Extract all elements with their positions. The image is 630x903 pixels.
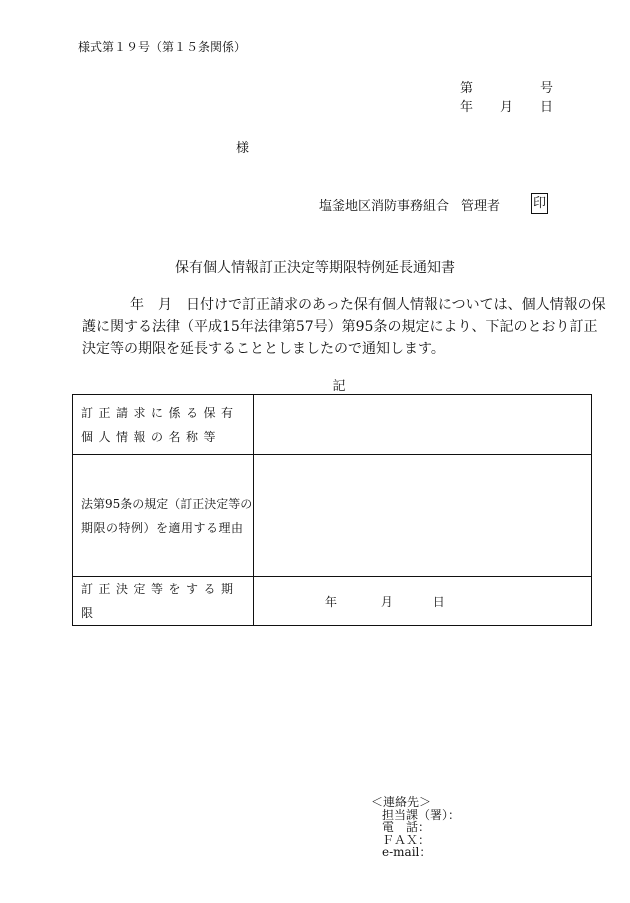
deadline-year: 年: [325, 594, 338, 609]
date-month-label: 月: [500, 100, 514, 115]
row2-label: [73, 455, 254, 577]
contact-email: e-mail：: [382, 845, 432, 859]
row3-label: [73, 577, 254, 626]
row1-label: [73, 395, 254, 455]
contact-phone: 電 話：: [382, 820, 431, 834]
row2-value: [254, 455, 592, 577]
form-number: 様式第１９号（第１５条関係）: [78, 40, 247, 54]
deadline-month: 月: [380, 594, 393, 609]
row2-label-b: 期限の特例）を適用する理由: [81, 520, 244, 535]
table-row: [73, 577, 592, 626]
row1-label-b: 個人情報の名称等: [81, 429, 222, 444]
sender-role: 管理者: [461, 199, 501, 214]
row2-label-a: 法第95条の規定（訂正決定等の: [81, 496, 253, 511]
seal-box: 印: [531, 193, 548, 214]
document-title: 保有個人情報訂正決定等期限特例延長通知書: [175, 260, 455, 276]
deadline-day: 日: [432, 594, 445, 609]
date-day-label: 日: [540, 100, 554, 115]
addressee-suffix: 様: [236, 141, 250, 156]
doc-number-suffix: 号: [540, 81, 554, 96]
contact-dept: 担当課（署）：: [382, 807, 461, 822]
body-text: 年 月 日付けで訂正請求のあった保有個人情報については、個人情報の保護に関する法律（平成15年法律第57号）第95条の規定により、下記のとおり訂正決定等の期限を延長することとしましたので通知します。: [82, 297, 606, 357]
detail-table: [72, 394, 592, 626]
row1-value: [254, 395, 592, 455]
row1-label-a: 訂正請求に係る保有: [81, 405, 239, 420]
row3-label-text: 訂正決定等をする期限: [81, 582, 239, 620]
sender-organization: 塩釜地区消防事務組合: [319, 199, 450, 214]
ki-heading: 記: [332, 379, 346, 394]
contact-heading: ＜連絡先＞: [371, 795, 432, 809]
table-row: [73, 395, 592, 455]
deadline-date: [254, 577, 592, 626]
table-row: [73, 455, 592, 577]
contact-block: [371, 796, 460, 859]
date-year-label: 年: [460, 100, 474, 115]
body-paragraph: [82, 294, 610, 360]
doc-number-label: 第: [460, 81, 474, 96]
contact-fax: ＦＡＸ：: [382, 832, 431, 847]
